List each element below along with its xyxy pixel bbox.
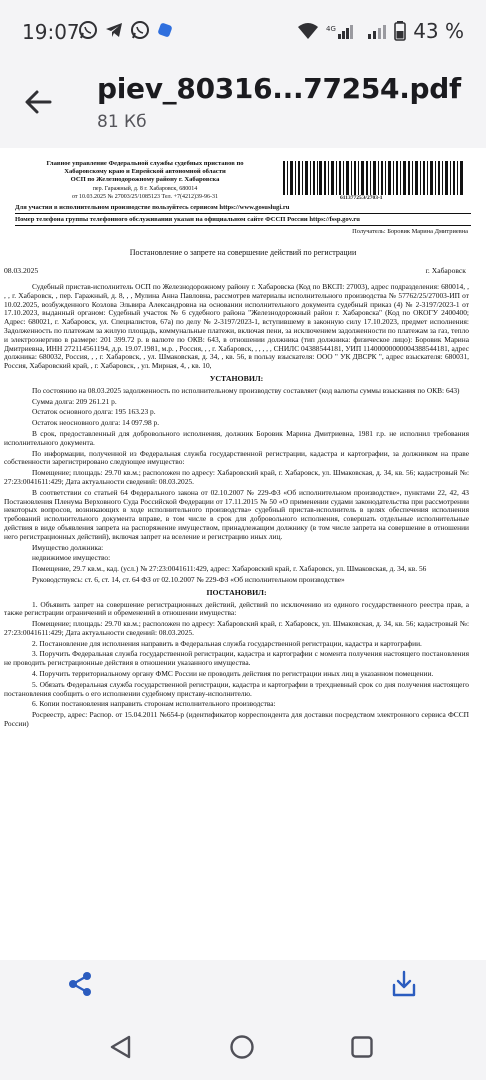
bottom-action-bar xyxy=(0,960,486,1008)
battery-icon xyxy=(394,21,406,41)
signal-icon-2 xyxy=(367,22,387,40)
download-icon xyxy=(390,969,418,999)
app-toolbar xyxy=(0,62,486,148)
barcode-number: 61137725Э/2703-1 xyxy=(340,195,383,201)
system-icons xyxy=(297,19,464,43)
telegram-icon xyxy=(104,20,124,40)
ustanovil-paragraph: По состоянию на 08.03.2025 задолженность по исполнительному производству составляет (код валюты суммы взыскания по ОКВ: 643) xyxy=(32,385,460,395)
square-recents-icon xyxy=(350,1035,374,1059)
postanovil-paragraph: 2. Постановление для исполнения направить в Федеральная служба государственной регистрации, кадастра и картографии. xyxy=(32,638,422,648)
svg-text:4G: 4G xyxy=(326,25,337,33)
arrow-back-icon xyxy=(22,86,54,118)
ustanovil-paragraph: Остаток неосновного долга: 14 097.98 р. xyxy=(32,418,160,428)
postanovil-heading: ПОСТАНОВИЛ: xyxy=(206,587,267,597)
document-title: Постановление о запрете на совершение действий по регистрации xyxy=(129,248,357,257)
whatsapp-icon-2 xyxy=(130,20,150,40)
ustanovil-paragraph: Остаток основного долга: 195 163.23 р. xyxy=(32,407,156,417)
nav-back-button[interactable] xyxy=(108,1034,134,1065)
status-bar xyxy=(0,0,486,62)
back-button[interactable] xyxy=(22,86,54,118)
document-header xyxy=(20,160,270,201)
ustanovil-paragraph: По информации, полученной из Федеральная служба государственной регистрации, кадастра и картографии, за должником на праве собственности зарегистрировано следующее имущество: xyxy=(4,448,469,467)
divider xyxy=(15,213,471,214)
header-number: от 10.03.2025 № 27003/25/1085123 Тел. +7(4212)39-96-31 xyxy=(71,193,219,200)
recipient: Получатель: Боровик Марина Дмитриевна xyxy=(352,228,468,235)
nav-recents-button[interactable] xyxy=(350,1035,374,1064)
share-icon xyxy=(66,970,94,998)
header-address: пер. Гаражный, д. 8 г. Хабаровск, 680014 xyxy=(92,185,198,192)
whatsapp-icon xyxy=(78,20,98,40)
ustanovil-paragraph: В соответствии со статьей 64 Федерального закона от 02.10.2007 № 229-ФЗ «Об исполнительном производстве», пунктами 22, 42, 43 Постановления Пленума Верховного Суда Российской Федерации от 17.11.2015 № 50 «О применении судами законодательства при рассмотрении некоторых вопросов, возникающих в ходе исполнительного производства» судебный пристав-исполнитель в целях обеспечения исполнения требований исполнительного документа вправе, в том числе в срок для добровольного исполнения, совершать отдельные исполнительные действия в виде объявления запрета на распоряжение имуществом, принадлежащим должнику (в том числе запрета на совершение в отношении него регистрационных действий), включая запрет на вселение и регистрацию иных лиц. xyxy=(4,487,469,541)
intro-paragraph: Судебный пристав-исполнитель ОСП по Железнодорожному району г. Хабаровска (Код по ВКСП: 27003), адрес подразделения: 680014, , , , г. Хабаровск, , пер. Гаражный, д. 8, , , Мулина Анна Павловна, рассмотрев материалы исполнительного производства № 57762/25/27003-ИП от 10.02.2025, возбужденного Козлова Эльвира Александровна на основании исполнительного документа судебный приказ (4) № 2-3197/2023-1 от 17.10.2023, выданный органом: Судебный участок № 6 судебного района "Железнодорожный район г. Хабаровска" (Код по ОКОГУ 2400400; Адрес: 680021, г. Хабаровск, ул. Специалистов, 67а) по делу № 2-3197/2023-1, вступившему в законную силу 17.10.2023, предмет исполнения: Задолженность по платежам за жилую площадь, коммунальные платежи, включая пени, за исключением задолженности по платежам за газ, тепло и электроэнергию в размере: 201 399.72 р. в валюте по ОКВ: 643, в отношении должника (тип должника: физическое лицо): Боровик Марина Дмитриевна, ИНН 272114561194, д.р. 19.07.1981, м.р. , Россия, , , г. Хабаровск, , , , , , СНИЛС 04388544181, УИП 11400000000004388544181, адрес должника: 680032, Россия, , , г. Хабаровск, , ул. Шмаковская, д. 34, , кв. 56, в пользу взыскателя: ООО " УК ДВСРК ", адрес взыскателя: 680031, Россия, Хабаровский край, , г. Хабаровск, , ул. Мирная, 4, , кв. 10, xyxy=(4,282,469,371)
file-size: 81 Кб xyxy=(97,112,147,132)
app-notification-icon xyxy=(156,21,174,39)
battery-percent: 43 % xyxy=(413,19,464,43)
wifi-icon xyxy=(297,22,319,40)
status-time: 19:07 xyxy=(22,20,80,44)
ustanovil-heading: УСТАНОВИЛ: xyxy=(209,373,264,383)
document-date: 08.03.2025 xyxy=(4,266,39,275)
postanovil-paragraph: 4. Поручить территориальному органу ФМС России не проводить действия по регистрации иных лиц в указанном помещении. xyxy=(32,669,434,679)
share-button[interactable] xyxy=(66,970,94,998)
ustanovil-paragraph: Руководствуясь: ст. 6, ст. 14, ст. 64 ФЗ от 02.10.2007 № 229-ФЗ «Об исполнительном производстве» xyxy=(32,574,345,584)
ustanovil-paragraph: Имущество должника: xyxy=(32,542,104,552)
header-line: Хабаровскому краю и Еврейской автономной области xyxy=(64,168,226,176)
postanovil-paragraph: Помещение; площадь: 29.70 кв.м.; расположен по адресу: Хабаровский край, г. Хабаровск, ул. Шмаковская, д. 34, кв. 56; кадастровый №: 27:23:0041611:429; Дата актуальности сведений: 08.03.2025. xyxy=(4,619,469,637)
postanovil-paragraph: 5. Обязать Федеральная служба государственной регистрации, кадастра и картографии в трехдневный срок со дня получения настоящего постановления сообщить о его исполнении судебному приставу-исполнителю. xyxy=(4,679,469,698)
document-body xyxy=(4,283,469,731)
system-navigation-bar xyxy=(0,1008,486,1080)
notification-icons xyxy=(78,20,174,40)
phone-line: Номер телефона группы телефонного обслуживания указан на официальном сайте ФССП России https://fssp.gov.ru xyxy=(15,216,360,223)
pdf-page[interactable] xyxy=(0,148,486,960)
file-name: piev_80316...77254.pdf xyxy=(97,72,461,105)
ustanovil-paragraph: Сумма долга: 209 261.21 р. xyxy=(32,396,117,406)
postanovil-paragraph: 6. Копии постановления направить сторонам исполнительного производства: xyxy=(32,699,276,709)
ustanovil-paragraph: Помещение, 29.7 кв.м., кад. (усл.) № 27:23:0041611:429, адрес: Хабаровский край, г. Хабаровск, ул. Шмаковская, д. 34, кв. 56 xyxy=(32,564,427,574)
postanovil-paragraph: 3. Поручить Федеральная служба государственной регистрации, кадастра и картографии с момента получения настоящего постановления не проводить регистрационные действия в отношении указанного имущества. xyxy=(4,649,469,668)
postanovil-paragraph: Росреестр, адрес: Распор. от 15.04.2011 №654-р (идентификатор корреспондента для доставки посредством электронного сервиса ФССП России) xyxy=(4,710,469,729)
barcode-image xyxy=(283,161,463,195)
ustanovil-paragraph: Помещение; площадь: 29.70 кв.м.; расположен по адресу: Хабаровский край, г. Хабаровск, ул. Шмаковская, д. 34, кв. 56; кадастровый №: 27:23:0041611:429; Дата актуальности сведений: 08.03.2025. xyxy=(4,468,469,486)
download-button[interactable] xyxy=(390,969,418,999)
circle-home-icon xyxy=(229,1034,255,1060)
ustanovil-paragraph: В срок, предоставленный для добровольного исполнения, должник Боровик Марина Дмитриевна, 1981 г.р. не исполнил требования исполнительного документа. xyxy=(4,428,469,447)
header-line: ОСП по Железнодорожному району г. Хабаровска xyxy=(70,176,220,184)
triangle-back-icon xyxy=(108,1034,134,1060)
divider xyxy=(15,225,471,226)
ustanovil-paragraph: недвижимое имущество: xyxy=(32,553,111,563)
header-line: Главное управление Федеральной службы судебных приставов по xyxy=(46,160,244,167)
signal-icon xyxy=(326,22,360,40)
document-city: г. Хабаровск xyxy=(425,266,466,275)
gosuslugi-line: Для участия в исполнительном производстве пользуйтесь сервисом https://www.gosuslugi.ru xyxy=(15,204,290,211)
postanovil-paragraph: 1. Объявить запрет на совершение регистрационных действий, действий по исключению из единого государственного реестра прав, а также регистрации ограничений и обременений в отношении имущества: xyxy=(4,599,469,618)
nav-home-button[interactable] xyxy=(229,1034,255,1065)
